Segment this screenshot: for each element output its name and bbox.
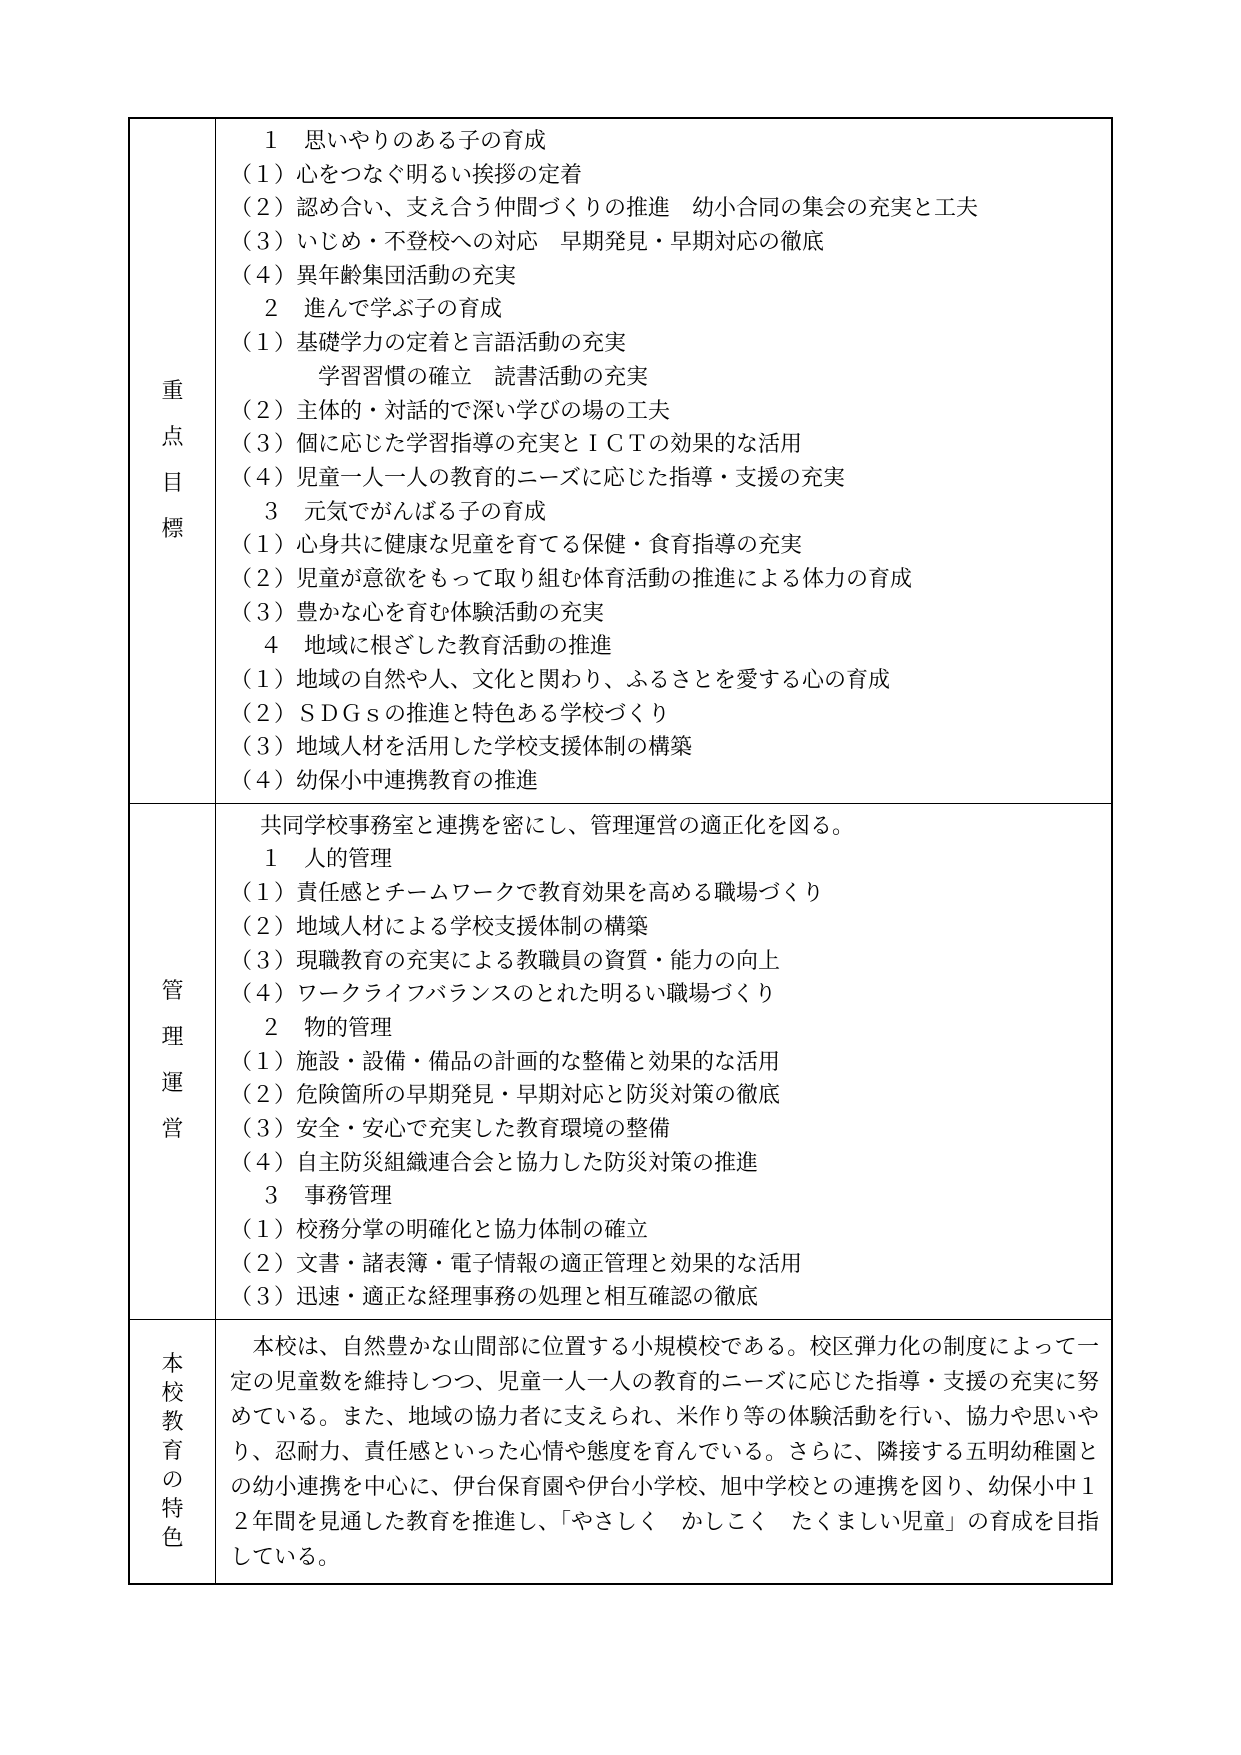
management-item: （４）自主防災組織連合会と協力した防災対策の推進 — [230, 1150, 759, 1176]
features-label-char: 特 — [161, 1497, 184, 1523]
goal-item: （４）幼保小中連携教育の推進 — [230, 769, 539, 795]
features-label-char: の — [161, 1468, 184, 1494]
features-label-cell — [130, 1320, 216, 1583]
goals-label-char: 点 — [161, 424, 184, 450]
management-item: （３）安全・安心で充実した教育環境の整備 — [230, 1116, 671, 1142]
management-heading: １ 人的管理 — [260, 847, 393, 873]
goal-heading: ３ 元気でがんばる子の育成 — [260, 499, 547, 525]
management-item: （１）校務分掌の明確化と協力体制の確立 — [230, 1218, 649, 1243]
goal-heading: １ 思いやりのある子の育成 — [260, 129, 547, 154]
goal-item: （２）ＳＤＧｓの推進と特色ある学校づくり — [230, 701, 671, 727]
goal-subitem: 学習習慣の確立 読書活動の充実 — [318, 364, 649, 390]
goals-content — [216, 119, 1111, 803]
goals-label-char: 重 — [161, 378, 184, 404]
management-item: （３）迅速・適正な経理事務の処理と相互確認の徹底 — [230, 1285, 759, 1311]
management-item: （１）施設・設備・備品の計画的な整備と効果的な活用 — [230, 1049, 781, 1075]
management-item: （４）ワークライフバランスのとれた明るい職場づくり — [230, 982, 777, 1008]
features-label-char: 育 — [161, 1439, 184, 1465]
management-item: （２）地域人材による学校支援体制の構築 — [230, 914, 649, 940]
management-label-char: 営 — [161, 1117, 184, 1143]
management-intro: 共同学校事務室と連携を密にし、管理運営の適正化を図る。 — [260, 813, 855, 839]
features-label-char: 本 — [161, 1352, 184, 1378]
goal-item: （１）心をつなぐ明るい挨拶の定着 — [230, 162, 583, 188]
goals-row — [130, 119, 1111, 804]
goal-item: （３）個に応じた学習指導の充実とＩＣＴの効果的な活用 — [230, 432, 803, 458]
goal-heading: ４ 地域に根ざした教育活動の推進 — [260, 634, 613, 660]
school-plan-table — [128, 117, 1113, 1585]
goal-item: （３）豊かな心を育む体験活動の充実 — [230, 600, 605, 626]
goals-label-char: 目 — [161, 470, 184, 496]
goals-label — [161, 369, 183, 553]
management-heading: ３ 事務管理 — [260, 1184, 393, 1210]
management-label-char: 運 — [161, 1071, 184, 1097]
features-label-char: 教 — [161, 1410, 184, 1436]
goal-item: （１）心身共に健康な児童を育てる保健・食育指導の充実 — [230, 533, 803, 559]
goal-item: （２）児童が意欲をもって取り組む体育活動の推進による体力の育成 — [230, 566, 913, 592]
features-label-char: 色 — [161, 1526, 184, 1552]
management-item: （２）危険箇所の早期発見・早期対応と防災対策の徹底 — [230, 1083, 781, 1109]
goal-item: （３）地域人材を活用した学校支援体制の構築 — [230, 735, 693, 761]
management-item: （３）現職教育の充実による教職員の資質・能力の向上 — [230, 948, 781, 974]
goal-item: （３）いじめ・不登校への対応 早期発見・早期対応の徹底 — [230, 230, 825, 256]
goals-label-cell — [130, 119, 216, 803]
goal-item: （２）認め合い、支え合う仲間づくりの推進 幼小合同の集会の充実と工夫 — [230, 196, 979, 222]
goal-heading: ２ 進んで学ぶ子の育成 — [260, 297, 503, 323]
goal-item: （２）主体的・対話的で深い学びの場の工夫 — [230, 398, 671, 424]
features-paragraph: 本校は、自然豊かな山間部に位置する小規模校である。校区弾力化の制度によって一定の児童数を維持しつつ、児童一人一人の教育的ニーズに応じた指導・支援の充実に努めている。また、地域の協力者に支えられ、米作り等の体験活動を行い、協力や思いやり、忍耐力、責任感といった心情や態度を育んでいる。さらに、隣接する五明幼稚園との幼小連携を中心に、伊台保育園や伊台小学校、旭中学校との連携を図り、幼保小中１２年間を見通した教育を推進し、「やさしく かしこく たくましい児童」の育成を目指している。 — [230, 1335, 1100, 1571]
management-item: （１）責任感とチームワークで教育効果を高める職場づくり — [230, 881, 825, 907]
management-row — [130, 804, 1111, 1320]
features-row — [130, 1320, 1111, 1583]
management-label — [161, 969, 183, 1153]
management-heading: ２ 物的管理 — [260, 1015, 393, 1041]
features-label-char: 校 — [161, 1381, 184, 1407]
management-label-char: 理 — [161, 1025, 184, 1051]
goal-item: （４）異年齢集団活動の充実 — [230, 263, 517, 289]
goals-label-char: 標 — [161, 516, 184, 542]
management-item: （２）文書・諸表簿・電子情報の適正管理と効果的な活用 — [230, 1251, 803, 1277]
management-label-cell — [130, 804, 216, 1319]
management-label-char: 管 — [161, 979, 184, 1005]
goal-item: （４）児童一人一人の教育的ニーズに応じた指導・支援の充実 — [230, 465, 845, 491]
features-label — [161, 1350, 183, 1553]
goal-item: （１）基礎学力の定着と言語活動の充実 — [230, 331, 627, 357]
management-content — [216, 804, 1111, 1319]
goal-item: （１）地域の自然や人、文化と関わり、ふるさとを愛する心の育成 — [230, 668, 891, 693]
